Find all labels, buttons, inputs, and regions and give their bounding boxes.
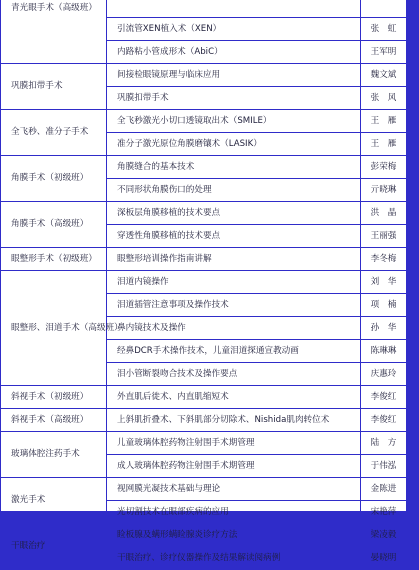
lecturer-cell: 彭荣梅 bbox=[361, 156, 407, 179]
category-cell: 青光眼手术（高级班） bbox=[1, 0, 107, 64]
course-title-cell: 视网膜光凝技术基础与理论 bbox=[107, 478, 361, 501]
lecturer-cell bbox=[361, 0, 407, 18]
category-cell: 斜视手术（高级班） bbox=[1, 409, 107, 432]
course-title-cell: 干眼治疗、诊疗仪器操作及结果解读阅病例 bbox=[107, 547, 361, 570]
course-title-cell: 角膜缝合的基本技术 bbox=[107, 156, 361, 179]
course-title-cell: 全飞秒激光小切口透镜取出术（SMILE） bbox=[107, 110, 361, 133]
lecturer-cell: 孙 华 bbox=[361, 317, 407, 340]
lecturer-cell: 洪 晶 bbox=[361, 202, 407, 225]
course-title-cell: 上斜肌折叠术、下斜肌部分切除术、Nishida肌肉转位术 bbox=[107, 409, 361, 432]
course-title-cell: 外直肌后徙术、内直肌缩短术 bbox=[107, 386, 361, 409]
category-cell: 全飞秒、准分子手术 bbox=[1, 110, 107, 156]
category-cell: 眼整形、泪道手术（高级班） bbox=[1, 271, 107, 386]
lecturer-cell: 晏晓明 bbox=[361, 547, 407, 570]
category-cell: 斜视手术（初级班） bbox=[1, 386, 107, 409]
table-row bbox=[1, 202, 407, 225]
table-row bbox=[1, 0, 407, 18]
course-title-cell: 经鼻DCR手术操作技术，儿童泪道探通宣教动画 bbox=[107, 340, 361, 363]
course-title-cell: 泪道插管注意事项及操作技术 bbox=[107, 294, 361, 317]
course-title-cell: 巩膜扣带手术 bbox=[107, 87, 361, 110]
course-title-cell bbox=[107, 0, 361, 18]
lecturer-cell: 刘 华 bbox=[361, 271, 407, 294]
table-row bbox=[1, 110, 407, 133]
lecturer-cell: 宋艳萍 bbox=[361, 501, 407, 524]
table-row bbox=[1, 271, 407, 294]
course-title-cell: 深板层角膜移植的技术要点 bbox=[107, 202, 361, 225]
lecturer-cell: 陈琳琳 bbox=[361, 340, 407, 363]
table-row bbox=[1, 478, 407, 501]
lecturer-cell: 李俊红 bbox=[361, 386, 407, 409]
course-title-cell: 光切割技术在眼部疾病的应用 bbox=[107, 501, 361, 524]
course-title-cell: 泪道内镜操作 bbox=[107, 271, 361, 294]
lecturer-cell: 陆 方 bbox=[361, 432, 407, 455]
category-cell: 角膜手术（高级班） bbox=[1, 202, 107, 248]
lecturer-cell: 亓晓琳 bbox=[361, 179, 407, 202]
lecturer-cell: 梁凌毅 bbox=[361, 524, 407, 547]
course-title-cell: 儿童玻璃体腔药物注射围手术期管理 bbox=[107, 432, 361, 455]
course-table-body bbox=[1, 0, 407, 570]
course-title-cell: 准分子激光原位角膜磨镶术（LASIK） bbox=[107, 133, 361, 156]
category-cell: 眼整形手术（初级班） bbox=[1, 248, 107, 271]
lecturer-cell: 李冬梅 bbox=[361, 248, 407, 271]
course-title-cell: 眼整形培训操作指南讲解 bbox=[107, 248, 361, 271]
category-cell: 激光手术 bbox=[1, 478, 107, 524]
lecturer-cell: 张 风 bbox=[361, 87, 407, 110]
course-title-cell: 鼻内镜技术及操作 bbox=[107, 317, 361, 340]
category-cell: 干眼治疗 bbox=[1, 524, 107, 570]
lecturer-cell: 王丽强 bbox=[361, 225, 407, 248]
course-title-cell: 泪小管断裂吻合技术及操作要点 bbox=[107, 363, 361, 386]
lecturer-cell: 于伟泓 bbox=[361, 455, 407, 478]
category-cell: 角膜手术（初级班） bbox=[1, 156, 107, 202]
course-title-cell: 不同形状角膜伤口的处理 bbox=[107, 179, 361, 202]
course-title-cell: 间接检眼镜原理与临床应用 bbox=[107, 64, 361, 87]
lecturer-cell: 李俊红 bbox=[361, 409, 407, 432]
category-cell: 玻璃体腔注药手术 bbox=[1, 432, 107, 478]
lecturer-cell: 王军明 bbox=[361, 41, 407, 64]
table-row bbox=[1, 248, 407, 271]
course-title-cell: 睑板腺及螨形螨睑腺炎诊疗方法 bbox=[107, 524, 361, 547]
table-row bbox=[1, 386, 407, 409]
table-row bbox=[1, 64, 407, 87]
course-title-cell: 成人玻璃体腔药物注射围手术期管理 bbox=[107, 455, 361, 478]
course-title-cell: 穿透性角膜移植的技术要点 bbox=[107, 225, 361, 248]
lecturer-cell: 张 虹 bbox=[361, 18, 407, 41]
course-title-cell: 内路粘小管成形术（AbiC） bbox=[107, 41, 361, 64]
course-title-cell: 引流管XEN植入术（XEN） bbox=[107, 18, 361, 41]
table-row bbox=[1, 156, 407, 179]
lecturer-cell: 王 雁 bbox=[361, 110, 407, 133]
lecturer-cell: 金陈进 bbox=[361, 478, 407, 501]
lecturer-cell: 魏文斌 bbox=[361, 64, 407, 87]
category-cell: 巩膜扣带手术 bbox=[1, 64, 107, 110]
table-row bbox=[1, 432, 407, 455]
lecturer-cell: 项 楠 bbox=[361, 294, 407, 317]
lecturer-cell: 王 雁 bbox=[361, 133, 407, 156]
lecturer-cell: 庆惠玲 bbox=[361, 363, 407, 386]
table-row bbox=[1, 524, 407, 547]
table-row bbox=[1, 409, 407, 432]
